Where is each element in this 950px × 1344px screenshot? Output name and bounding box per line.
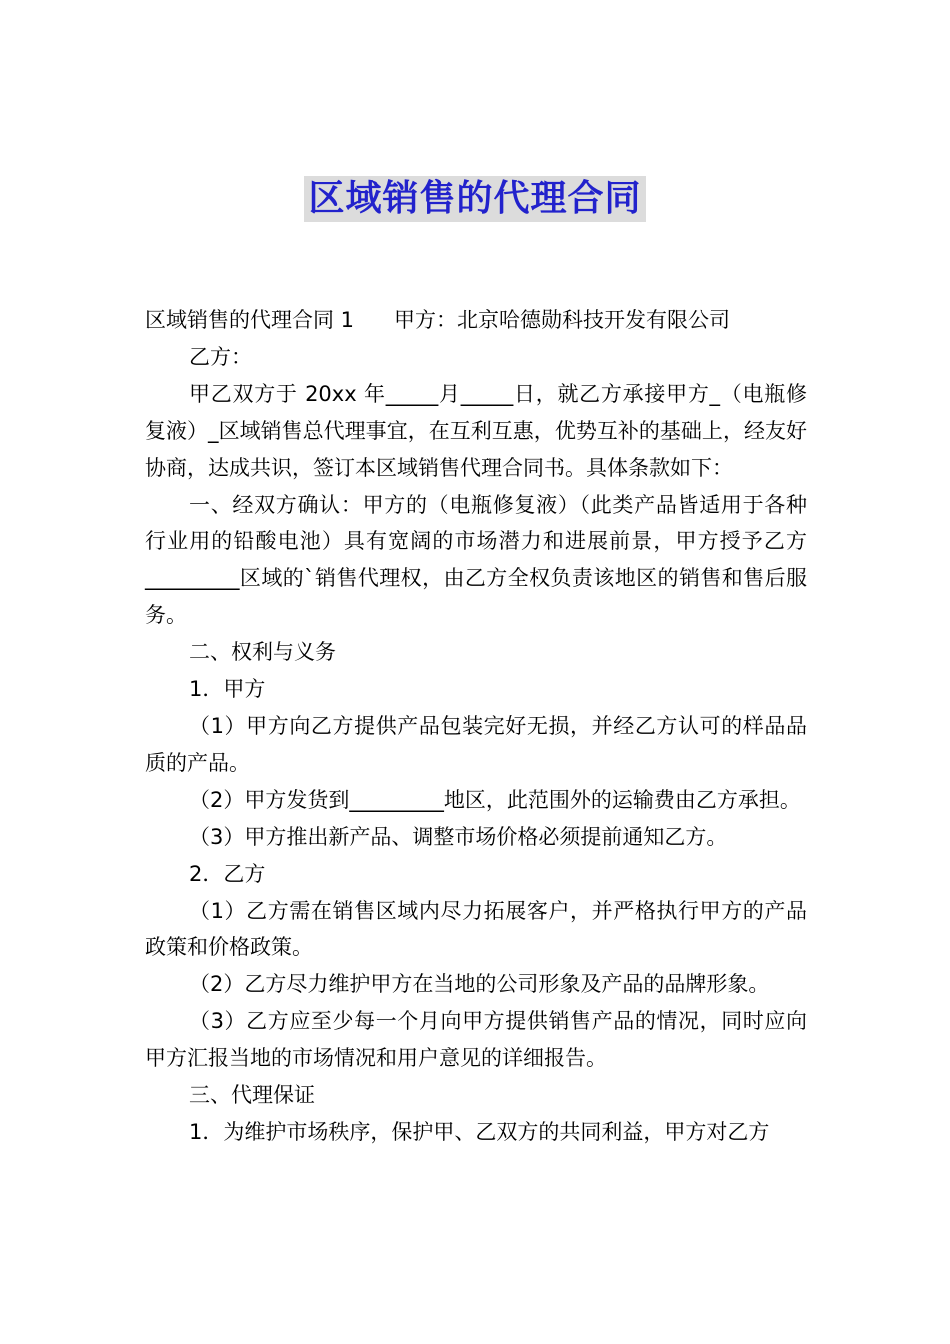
title-container (0, 176, 950, 222)
clause-a-1: （1）甲方向乙方提供产品包装完好无损，并经乙方认可的样品品质的产品。 (145, 713, 807, 775)
party-a-line: 甲方：北京哈德勋科技开发有限公司 (394, 308, 731, 332)
heading-section-2: 二、权利与义务 (189, 640, 336, 665)
contract-number-label: 区域销售的代理合同 1 (145, 308, 355, 332)
subheading-party-a: 1．甲方 (189, 677, 266, 702)
heading-section-3: 三、代理保证 (189, 1083, 315, 1108)
document-title: 区域销售的代理合同 (304, 176, 645, 222)
clause-b-2: （2）乙方尽力维护甲方在当地的公司形象及产品的品牌形象。 (189, 972, 770, 997)
clause-b-3: （3）乙方应至少每一个月向甲方提供销售产品的情况，同时应向甲方汇报当地的市场情况和用户意见的详细报告。 (145, 1009, 807, 1071)
clause-a-3: （3）甲方推出新产品、调整市场价格必须提前通知乙方。 (189, 824, 728, 849)
subheading-party-b: 2．乙方 (189, 861, 266, 886)
clause-3-1: 1．为维护市场秩序，保护甲、乙双方的共同利益，甲方对乙方 (189, 1119, 770, 1144)
clause-b-1: （1）乙方需在销售区域内尽力拓展客户，并严格执行甲方的产品政策和价格政策。 (145, 898, 807, 960)
document-body (145, 302, 807, 1151)
paragraph-header-line (145, 302, 807, 339)
clause-a-2: （2）甲方发货到_________地区，此范围外的运输费由乙方承担。 (189, 787, 801, 812)
paragraph-preamble: 甲乙双方于 20xx 年_____月_____日，就乙方承接甲方_（电瓶修复液）_区域销售总代理事宜，在互利互惠，优势互补的基础上，经友好协商，达成共识，签订本区域销售代理合同书。具体条款如下： (145, 381, 807, 480)
paragraph-section-1: 一、经双方确认：甲方的（电瓶修复液）（此类产品皆适用于各种行业用的铅酸电池）具有宽阔的市场潜力和进展前景，甲方授予乙方_________区域的`销售代理权，由乙方全权负责该地区的销售和售后服务。 (145, 492, 807, 628)
party-b-line: 乙方： (189, 344, 252, 369)
